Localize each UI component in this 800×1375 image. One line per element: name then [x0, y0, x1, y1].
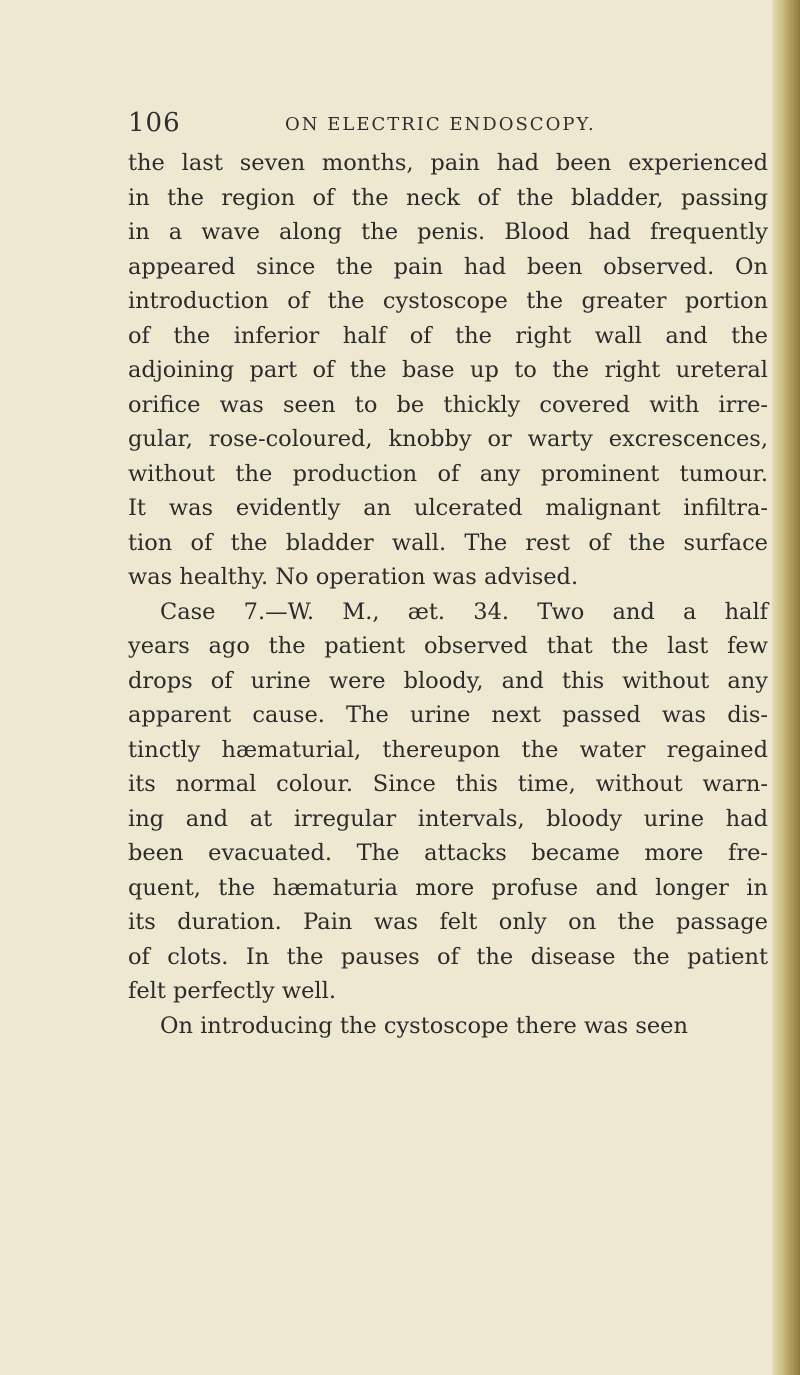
text-line: was healthy. No operation was advised.: [128, 564, 579, 590]
text-line: felt perfectly well.: [128, 978, 336, 1004]
text-line: in the region of the neck of the bladder, passing: [128, 184, 768, 211]
text-line: On introducing the cystoscope there was seen: [160, 1012, 688, 1039]
running-head: ON ELECTRIC ENDOSCOPY.: [285, 114, 596, 135]
text-line: introduction of the cystoscope the greater portion: [128, 288, 768, 314]
text-line: in a wave along the penis. Blood had frequently: [128, 219, 768, 245]
text-line: its duration. Pain was felt only on the passage: [128, 909, 768, 935]
text-line: quent, the hæmaturia more profuse and longer in: [128, 874, 768, 901]
body-text: [128, 146, 768, 1043]
text-line: appeared since the pain had been observed. On: [128, 253, 768, 280]
text-line: its normal colour. Since this time, without warn-: [128, 771, 768, 797]
text-line: years ago the patient observed that the last few: [128, 633, 768, 659]
text-line: of the inferior half of the right wall and the: [128, 322, 768, 349]
text-line: drops of urine were bloody, and this without any: [128, 667, 768, 694]
text-line: ing and at irregular intervals, bloody urine had: [128, 805, 768, 832]
page-number: 106: [128, 108, 181, 138]
text-line: orifice was seen to be thickly covered with irre-: [128, 391, 768, 418]
text-line: tion of the bladder wall. The rest of the surface: [128, 529, 768, 556]
text-line: of clots. In the pauses of the disease the patient: [128, 943, 768, 970]
text-line: been evacuated. The attacks became more fre-: [128, 840, 768, 866]
text-line: It was evidently an ulcerated malignant infiltra-: [128, 495, 768, 521]
text-line: apparent cause. The urine next passed was dis-: [128, 702, 768, 728]
text-line: without the production of any prominent tumour.: [128, 460, 768, 487]
text-line: the last seven months, pain had been experienced: [128, 150, 768, 176]
text-line: adjoining part of the base up to the right ureteral: [128, 357, 768, 383]
text-line: tinctly hæmaturial, thereupon the water regained: [128, 736, 768, 763]
case-heading-line: Case 7.—W. M., æt. 34. Two and a half: [160, 598, 768, 625]
text-line: gular, rose-coloured, knobby or warty excrescences,: [128, 426, 768, 452]
page-edge: [772, 0, 800, 1375]
